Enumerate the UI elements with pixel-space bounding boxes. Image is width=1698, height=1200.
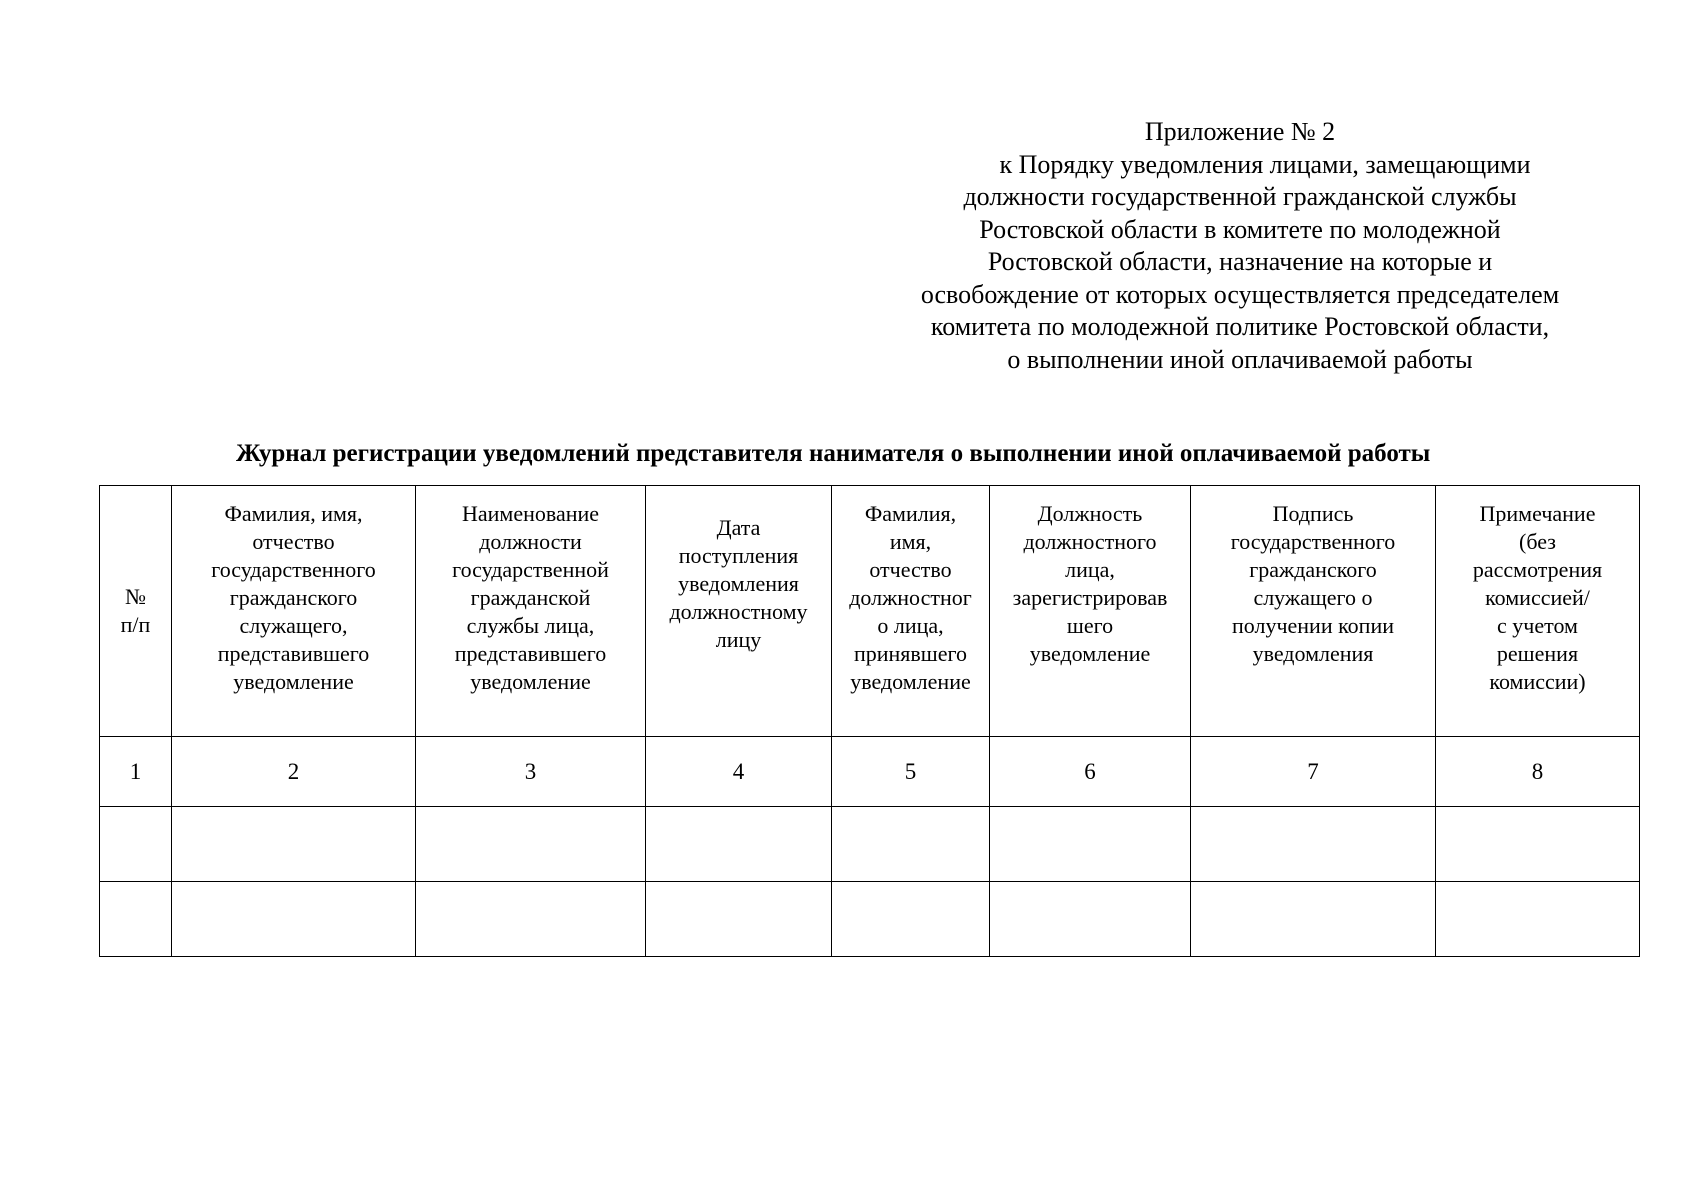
column-number: 2 [172, 737, 416, 807]
column-number: 5 [832, 737, 990, 807]
table-cell [832, 807, 990, 882]
table-cell [1436, 807, 1640, 882]
column-header-number: № п/п [100, 486, 172, 737]
appendix-line: комитета по молодежной политике Ростовской области, [930, 312, 1550, 341]
column-header-signature: Подпись государственного гражданского служащего о получении копии уведомления [1191, 486, 1436, 737]
column-header-position: Наименование должности государственной гражданской службы лица, представившего уведомление [416, 486, 646, 737]
table-cell [990, 882, 1191, 957]
appendix-line: Ростовской области, назначение на которые и [987, 247, 1493, 276]
table-cell [646, 882, 832, 957]
column-number: 1 [100, 737, 172, 807]
table-cell [1191, 882, 1436, 957]
column-number: 3 [416, 737, 646, 807]
appendix-line: освобождение от которых осуществляется председателем [920, 279, 1560, 309]
column-header-date-received: Дата поступления уведомления должностному лицу [646, 486, 832, 737]
column-number: 4 [646, 737, 832, 807]
column-numbers-row [100, 737, 1640, 807]
column-header-receiver-name: Фамилия, имя, отчество должностног о лица, принявшего уведомление [832, 486, 990, 737]
table-cell [172, 807, 416, 882]
column-header-employee-name: Фамилия, имя, отчество государственного гражданского служащего, представившего уведомление [172, 486, 416, 737]
table-header-row [100, 486, 1640, 737]
column-number: 7 [1191, 737, 1436, 807]
appendix-line: к Порядку уведомления лицами, замещающими [999, 149, 1531, 179]
column-header-registrar-position: Должность должностного лица, зарегистрировав шего уведомление [990, 486, 1191, 737]
table-cell [100, 882, 172, 957]
table-cell [172, 882, 416, 957]
appendix-line: о выполнении иной оплачиваемой работы [1007, 344, 1473, 374]
table-row [100, 882, 1640, 957]
appendix-header [880, 116, 1600, 376]
table-cell [1191, 807, 1436, 882]
table-cell [416, 882, 646, 957]
table-cell [646, 807, 832, 882]
table-row [100, 807, 1640, 882]
journal-title: Журнал регистрации уведомлений представителя нанимателя о выполнении иной оплачиваемой работы [236, 440, 1431, 467]
appendix-line: Ростовской области в комитете по молодежной [979, 214, 1501, 244]
column-header-note: Примечание (без рассмотрения комиссией/ с учетом решения комиссии) [1436, 486, 1640, 737]
table-cell [990, 807, 1191, 882]
column-number: 8 [1436, 737, 1640, 807]
table-cell [832, 882, 990, 957]
table-cell [1436, 882, 1640, 957]
journal-table [99, 485, 1640, 957]
appendix-line: должности государственной гражданской службы [963, 182, 1517, 211]
column-number: 6 [990, 737, 1191, 807]
table-cell [100, 807, 172, 882]
appendix-number: Приложение № 2 [1144, 117, 1336, 146]
table-cell [416, 807, 646, 882]
